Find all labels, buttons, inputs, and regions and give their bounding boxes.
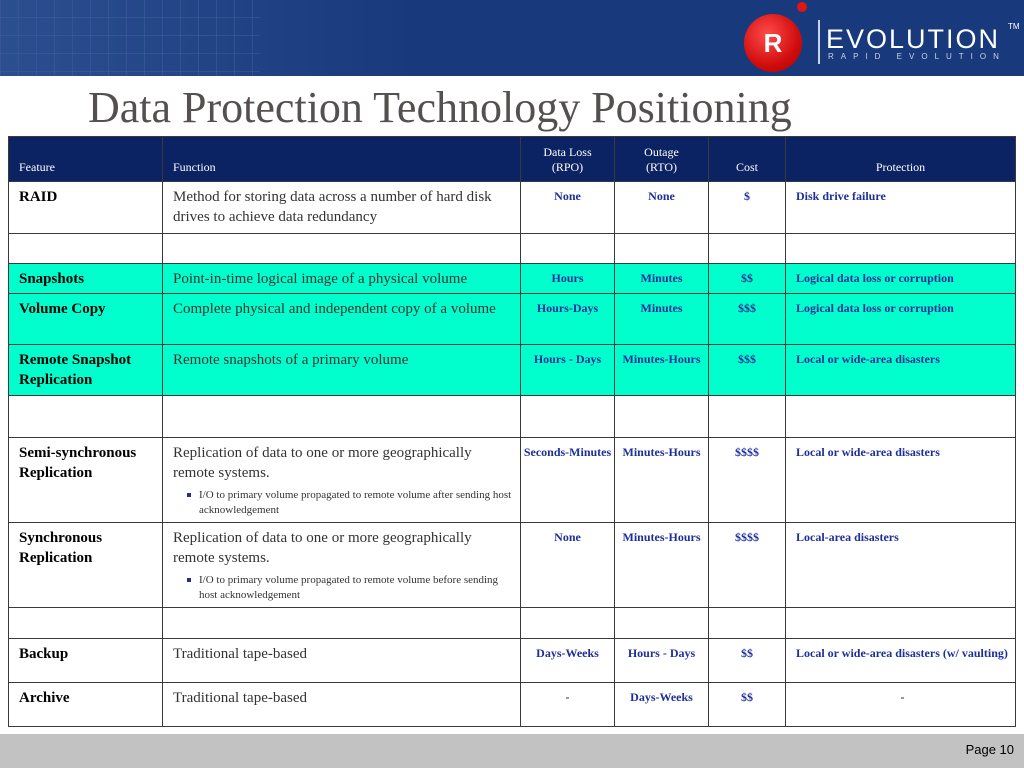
row-cost: $$ <box>709 264 786 294</box>
row-feature: Backup <box>9 639 163 683</box>
row-feature: Archive <box>9 683 163 727</box>
header-outage-line1: Outage <box>644 145 679 159</box>
row-protection: Local or wide-area disasters <box>786 438 1016 523</box>
row-cost: $ <box>709 182 786 234</box>
row-function: Remote snapshots of a primary volume <box>163 345 521 396</box>
header-feature: Feature <box>9 137 163 182</box>
row-rto: Days-Weeks <box>615 683 709 727</box>
row-function: Method for storing data across a number of hard disk drives to achieve data redundancy <box>163 182 521 234</box>
logo-circle-icon <box>744 14 802 72</box>
row-rto: Minutes-Hours <box>615 438 709 523</box>
table-row <box>9 683 1016 727</box>
logo-divider <box>818 20 820 64</box>
header-fade <box>0 0 420 76</box>
row-feature: Synchronous Replication <box>9 523 163 608</box>
header-data-loss-line2: (RPO) <box>551 160 584 174</box>
row-function: Complete physical and independent copy of a volume <box>163 294 521 345</box>
row-function: Point-in-time logical image of a physical volume <box>163 264 521 294</box>
row-rto: Minutes <box>615 294 709 345</box>
table-row <box>9 264 1016 294</box>
row-cost: $$$ <box>709 345 786 396</box>
row-protection: Logical data loss or corruption <box>786 294 1016 345</box>
row-cost: $$$$ <box>709 523 786 608</box>
row-feature: Snapshots <box>9 264 163 294</box>
brand-tagline: RAPID EVOLUTION <box>828 52 1006 61</box>
row-protection: Local or wide-area disasters (w/ vaulting) <box>786 639 1016 683</box>
row-function: Traditional tape-based <box>163 639 521 683</box>
table-row <box>9 523 1016 608</box>
row-function-text: Replication of data to one or more geographically remote systems. <box>173 530 472 566</box>
positioning-table <box>8 136 1016 727</box>
row-rto: Minutes <box>615 264 709 294</box>
row-cost: $$$$ <box>709 438 786 523</box>
row-rto: None <box>615 182 709 234</box>
page-title: Data Protection Technology Positioning <box>88 83 792 132</box>
row-feature: Semi-synchronous Replication <box>9 438 163 523</box>
header-banner <box>0 0 1024 76</box>
row-rpo: Hours <box>521 264 615 294</box>
row-cost: $$ <box>709 683 786 727</box>
header-function: Function <box>163 137 521 182</box>
row-function-note: I/O to primary volume propagated to remote volume before sending host acknowledgement <box>187 573 514 603</box>
row-function-note: I/O to primary volume propagated to remote volume after sending host acknowledgement <box>187 488 514 518</box>
row-feature: RAID <box>9 182 163 234</box>
row-protection: - <box>786 683 1016 727</box>
page-number: Page 10 <box>965 742 1014 757</box>
row-protection: Local or wide-area disasters <box>786 345 1016 396</box>
row-function <box>163 523 521 608</box>
row-cost: $$$ <box>709 294 786 345</box>
table-spacer-row <box>9 396 1016 438</box>
row-protection: Logical data loss or corruption <box>786 264 1016 294</box>
header-data-loss <box>521 137 615 182</box>
header-data-loss-line1: Data Loss <box>543 145 592 159</box>
brand-name: EVOLUTION <box>826 24 1001 54</box>
row-function: Traditional tape-based <box>163 683 521 727</box>
footer-bar <box>0 734 1024 768</box>
row-function-text: Replication of data to one or more geographically remote systems. <box>173 445 472 481</box>
header-outage <box>615 137 709 182</box>
trademark-mark: TM <box>1008 22 1020 31</box>
row-feature: Remote Snapshot Replication <box>9 345 163 396</box>
table-row <box>9 294 1016 345</box>
logo-dot-icon <box>797 2 807 12</box>
table-spacer-row <box>9 608 1016 639</box>
row-rpo: Hours-Days <box>521 294 615 345</box>
table-row <box>9 438 1016 523</box>
table-spacer-row <box>9 234 1016 264</box>
table-row <box>9 182 1016 234</box>
row-rto: Minutes-Hours <box>615 345 709 396</box>
header-protection: Protection <box>786 137 1016 182</box>
header-cost: Cost <box>709 137 786 182</box>
table-row <box>9 345 1016 396</box>
row-cost: $$ <box>709 639 786 683</box>
row-protection: Local-area disasters <box>786 523 1016 608</box>
row-rpo: - <box>521 683 615 727</box>
header-outage-line2: (RTO) <box>645 160 678 174</box>
row-feature: Volume Copy <box>9 294 163 345</box>
row-protection: Disk drive failure <box>786 182 1016 234</box>
table-row <box>9 639 1016 683</box>
row-rto: Hours - Days <box>615 639 709 683</box>
logo-letter: R <box>763 28 783 58</box>
row-rpo: Days-Weeks <box>521 639 615 683</box>
row-function <box>163 438 521 523</box>
table-header-row <box>9 137 1016 182</box>
row-rpo: Seconds-Minutes <box>521 438 615 523</box>
row-rpo: Hours - Days <box>521 345 615 396</box>
row-rpo: None <box>521 182 615 234</box>
row-rto: Minutes-Hours <box>615 523 709 608</box>
row-rpo: None <box>521 523 615 608</box>
